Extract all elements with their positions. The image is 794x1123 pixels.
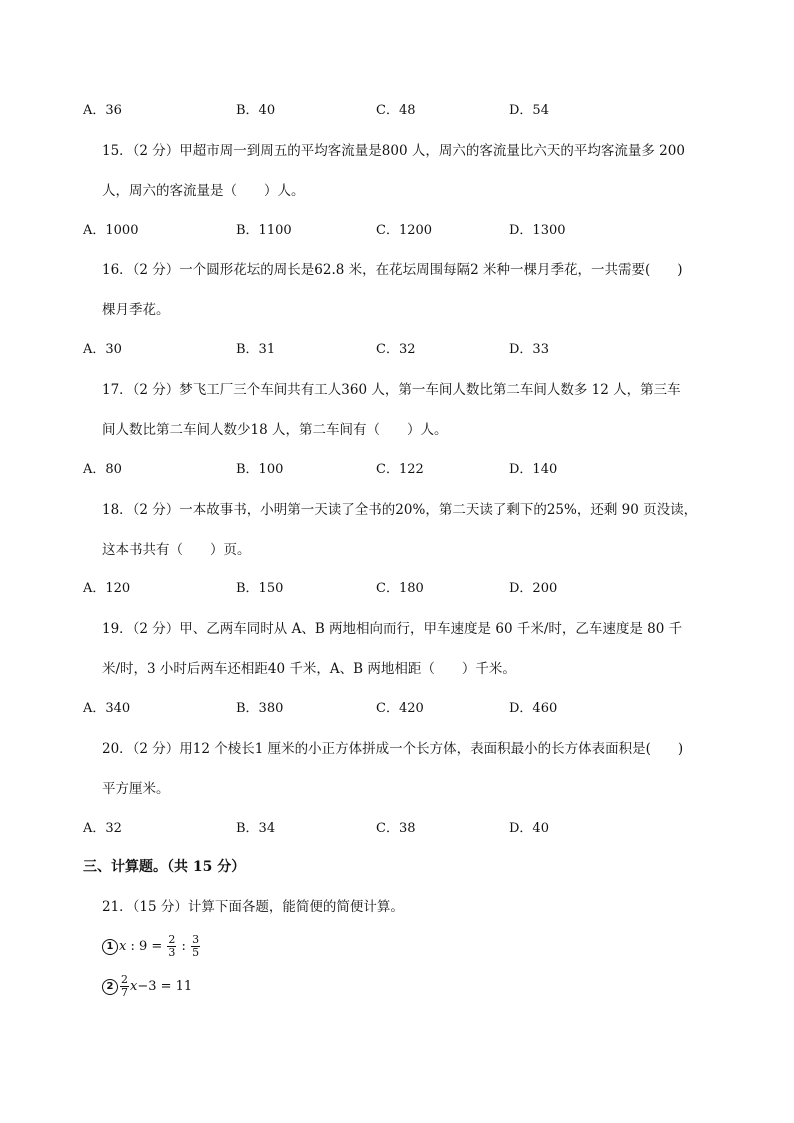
variable: x [119, 939, 127, 954]
option-d[interactable]: D．200 [509, 581, 558, 596]
option-d[interactable]: D．460 [509, 701, 558, 716]
fraction [120, 974, 129, 999]
fraction [167, 934, 176, 959]
option-d[interactable]: D．1300 [509, 223, 566, 238]
option-d[interactable]: D．140 [509, 462, 558, 477]
option-a[interactable]: A．340 [83, 701, 131, 716]
equation-text: : [177, 939, 191, 954]
equation-text: : 9 = [126, 939, 167, 954]
q17-stem-line2: 间人数比第二车间人数少18 人，第二车间有（ ）人。 [102, 422, 448, 438]
option-a[interactable]: A．30 [83, 342, 122, 357]
option-c[interactable]: C．38 [376, 821, 416, 836]
option-b[interactable]: B．34 [236, 821, 276, 836]
circled-number-marker: 1 [102, 939, 118, 955]
q18-stem-line1: 18．（2 分）一本故事书，小明第一天读了全书的20%，第二天读了剩下的25%，还剩 90 页没读， [102, 502, 698, 518]
denominator: 3 [168, 946, 176, 959]
option-b[interactable]: B．150 [236, 581, 284, 596]
q21-stem: 21．（15 分）计算下面各题，能简便的简便计算。 [102, 899, 404, 915]
q20-stem-line1: 20．（2 分）用12 个棱长1 厘米的小正方体拼成一个长方体，表面积最小的长方体表面积是( ) [102, 741, 684, 757]
q15-stem-line2: 人，周六的客流量是（ ）人。 [102, 183, 305, 199]
option-c[interactable]: C．48 [376, 103, 416, 118]
q19-stem-line2: 米/时，3 小时后两车还相距40 千米，A、B 两地相距（ ）千米。 [102, 661, 516, 677]
option-d[interactable]: D．33 [509, 342, 549, 357]
option-c[interactable]: C．32 [376, 342, 416, 357]
section-heading: 三、计算题。（共 15 分） [83, 859, 246, 875]
option-a[interactable]: A．120 [83, 581, 131, 596]
option-b[interactable]: B．1100 [236, 223, 292, 238]
option-c[interactable]: C．122 [376, 462, 424, 477]
q18-stem-line2: 这本书共有（ ）页。 [102, 542, 251, 558]
option-c[interactable]: C．1200 [376, 223, 433, 238]
option-a[interactable]: A．36 [83, 103, 122, 118]
option-d[interactable]: D．54 [509, 103, 549, 118]
numerator: 2 [168, 933, 176, 946]
numerator: 3 [192, 933, 200, 946]
fraction [191, 934, 200, 959]
option-c[interactable]: C．180 [376, 581, 424, 596]
option-b[interactable]: B．100 [236, 462, 284, 477]
q15-stem-line1: 15．（2 分）甲超市周一到周五的平均客流量是800 人，周六的客流量比六天的平均客流量多 200 [102, 143, 685, 159]
option-d[interactable]: D．40 [509, 821, 549, 836]
option-b[interactable]: B．380 [236, 701, 284, 716]
equation-1 [102, 934, 201, 959]
option-b[interactable]: B．31 [236, 342, 276, 357]
equation-2 [102, 974, 192, 999]
option-c[interactable]: C．420 [376, 701, 424, 716]
q17-stem-line1: 17．（2 分）梦飞工厂三个车间共有工人360 人，第一车间人数比第二车间人数多 12 人，第三车 [102, 382, 681, 398]
equation-text: −3 = 11 [137, 979, 193, 994]
option-a[interactable]: A．1000 [83, 223, 139, 238]
variable: x [130, 979, 138, 994]
denominator: 7 [121, 986, 128, 999]
q19-stem-line1: 19．（2 分）甲、乙两车同时从 A、B 两地相向而行，甲车速度是 60 千米/时，乙车速度是 80 千 [102, 621, 683, 637]
denominator: 5 [192, 946, 200, 959]
q16-stem-line1: 16．（2 分）一个圆形花坛的周长是62.8 米，在花坛周围每隔2 米种一棵月季花，一共需要( ) [102, 262, 683, 278]
option-a[interactable]: A．80 [83, 462, 122, 477]
option-b[interactable]: B．40 [236, 103, 276, 118]
option-a[interactable]: A．32 [83, 821, 122, 836]
circled-number-marker: 2 [102, 979, 118, 995]
numerator: 2 [121, 973, 128, 986]
q20-stem-line2: 平方厘米。 [102, 781, 170, 797]
q16-stem-line2: 棵月季花。 [102, 302, 170, 318]
